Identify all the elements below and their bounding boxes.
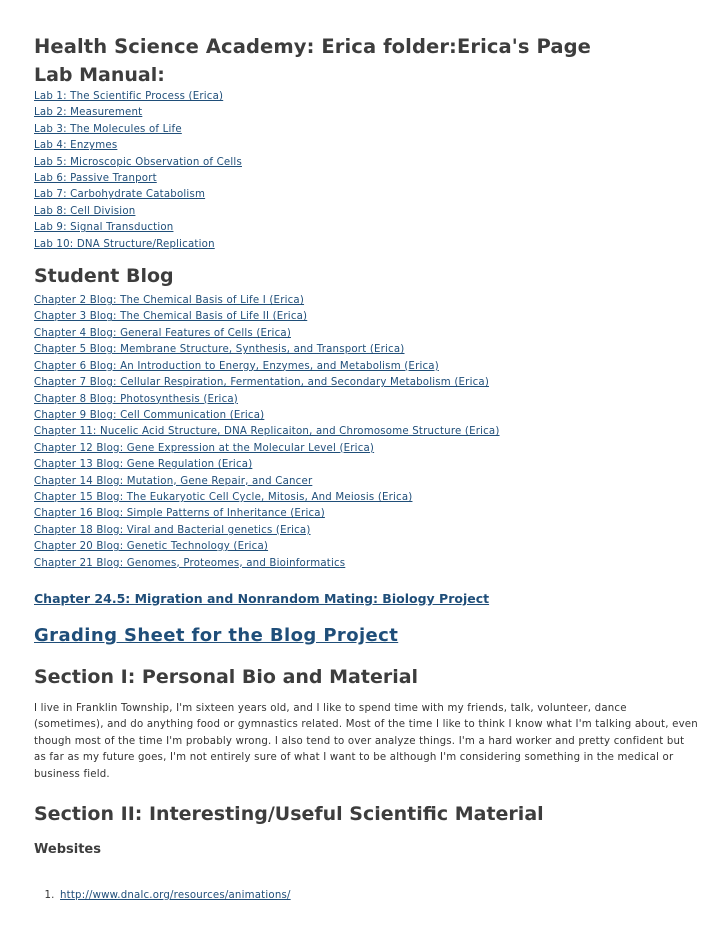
list-item [34, 122, 714, 138]
list-item [34, 474, 714, 490]
lab-link[interactable]: Lab 2: Measurement [34, 107, 143, 119]
list-item [34, 105, 714, 121]
website-link[interactable]: http://www.dnalc.org/resources/animations/ [60, 890, 291, 901]
websites-list [34, 888, 714, 904]
lab-link[interactable]: Lab 1: The Scientific Process (Erica) [34, 91, 224, 102]
lab-link[interactable]: Lab 10: DNA Structure/Replication [34, 238, 215, 250]
list-item [34, 187, 714, 203]
page-title: Health Science Academy: Erica folder:Erica's Page [34, 35, 591, 58]
blog-link[interactable]: Chapter 4 Blog: General Features of Cells (Erica) [34, 327, 291, 339]
list-item [34, 293, 714, 309]
blog-link[interactable]: Chapter 2 Blog: The Chemical Basis of Life I (Erica) [34, 295, 305, 307]
lab-manual-list [34, 89, 714, 253]
list-item [34, 309, 714, 325]
list-item [34, 171, 714, 187]
list-item [34, 375, 714, 391]
biology-project-link[interactable]: Chapter 24.5: Migration and Nonrandom Mating: Biology Project [34, 590, 490, 606]
list-item [34, 220, 714, 236]
personal-bio-text: I live in Franklin Township, I'm sixteen years old, and I like to spend time with my friends, talk, volunteer, dance (sometimes), and do anything food or gymnastics related. Most of the time I like to think I know what I'm talking about, even though most of the time I'm probably wrong. I also tend to over analyze things. I'm a hard worker and pretty confident but as far as my future goes, I'm not entirely sure of what I want to be although I'm considering something in the medical or business field. [34, 702, 698, 780]
list-item [34, 204, 714, 220]
blog-link[interactable]: Chapter 6 Blog: An Introduction to Energy, Enzymes, and Metabolism (Erica) [34, 360, 439, 372]
list-item [34, 155, 714, 171]
blog-link[interactable]: Chapter 5 Blog: Membrane Structure, Synthesis, and Transport (Erica) [34, 344, 405, 356]
websites-heading: Websites [34, 842, 101, 857]
list-item [34, 342, 714, 358]
list-item [34, 490, 714, 506]
lab-link[interactable]: Lab 8: Cell Division [34, 205, 136, 217]
list-item [34, 523, 714, 539]
lab-link[interactable]: Lab 4: Enzymes [34, 140, 118, 152]
blog-link[interactable]: Chapter 8 Blog: Photosynthesis (Erica) [34, 393, 238, 405]
list-item [34, 457, 714, 473]
student-blog-list [34, 293, 714, 572]
lab-link[interactable]: Lab 5: Microscopic Observation of Cells [34, 156, 242, 168]
lab-link[interactable]: Lab 3: The Molecules of Life [34, 123, 182, 135]
blog-link[interactable]: Chapter 9 Blog: Cell Communication (Erica) [34, 409, 265, 421]
blog-link[interactable]: Chapter 3 Blog: The Chemical Basis of Life II (Erica) [34, 311, 308, 323]
blog-link[interactable]: Chapter 11: Nucelic Acid Structure, DNA Replicaiton, and Chromosome Structure (Erica) [34, 426, 500, 438]
blog-link[interactable]: Chapter 7 Blog: Cellular Respiration, Fermentation, and Secondary Metabolism (Erica) [34, 377, 490, 389]
blog-link[interactable]: Chapter 16 Blog: Simple Patterns of Inheritance (Erica) [34, 508, 325, 520]
list-item [58, 888, 714, 904]
list-item [34, 392, 714, 408]
blog-link[interactable]: Chapter 21 Blog: Genomes, Proteomes, and Bioinformatics [34, 557, 346, 569]
lab-manual-heading: Lab Manual: [34, 64, 165, 86]
list-item [34, 408, 714, 424]
list-item [34, 556, 714, 572]
blog-link[interactable]: Chapter 20 Blog: Genetic Technology (Erica) [34, 541, 269, 553]
list-item [34, 441, 714, 457]
lab-link[interactable]: Lab 6: Passive Tranport [34, 173, 157, 185]
list-item [34, 539, 714, 555]
list-item [34, 359, 714, 375]
blog-link[interactable]: Chapter 12 Blog: Gene Expression at the Molecular Level (Erica) [34, 442, 375, 454]
list-item [34, 89, 714, 105]
student-blog-heading: Student Blog [34, 265, 174, 288]
grading-sheet-link[interactable]: Grading Sheet for the Blog Project [34, 624, 399, 646]
blog-link[interactable]: Chapter 15 Blog: The Eukaryotic Cell Cycle, Mitosis, And Meiosis (Erica) [34, 491, 413, 503]
blog-link[interactable]: Chapter 13 Blog: Gene Regulation (Erica) [34, 459, 253, 471]
list-item [34, 138, 714, 154]
blog-link[interactable]: Chapter 14 Blog: Mutation, Gene Repair, and Cancer [34, 475, 313, 487]
list-item [34, 506, 714, 522]
lab-link[interactable]: Lab 7: Carbohydrate Catabolism [34, 189, 206, 201]
lab-link[interactable]: Lab 9: Signal Transduction [34, 222, 174, 234]
section-1-heading: Section I: Personal Bio and Material [34, 665, 419, 688]
list-item [34, 326, 714, 342]
blog-link[interactable]: Chapter 18 Blog: Viral and Bacterial genetics (Erica) [34, 524, 311, 536]
list-item [34, 237, 714, 253]
list-item [34, 424, 714, 440]
section-2-heading: Section II: Interesting/Useful Scientific Material [34, 803, 544, 825]
